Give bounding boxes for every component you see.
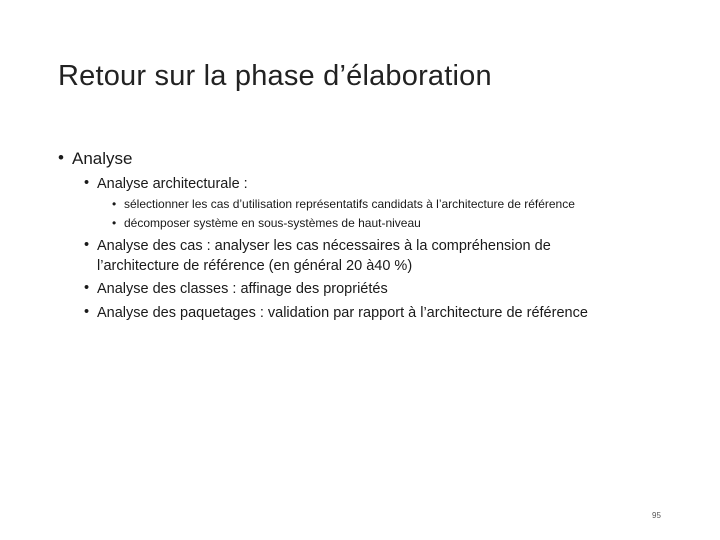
bullet-icon: • xyxy=(84,175,90,191)
bullet-icon: • xyxy=(58,148,64,167)
bullet-text: Analyse architecturale : xyxy=(97,176,248,192)
bullet-icon: • xyxy=(84,304,90,320)
bullet-text xyxy=(97,237,551,275)
bullet-text: Analyse des classes : affinage des propriétés xyxy=(97,281,388,297)
bullet-text: sélectionner les cas d’utilisation représentatifs candidats à l’architecture de référence xyxy=(124,197,575,211)
bullet-text: Analyse des paquetages : validation par rapport à l’architecture de référence xyxy=(97,305,588,321)
bullet-analyse-architecturale xyxy=(84,175,248,193)
bullet-icon: • xyxy=(84,280,90,296)
bullet-text-line-1: Analyse des cas : analyser les cas nécessaires à la compréhension de xyxy=(97,238,551,254)
bullet-analyse xyxy=(58,148,132,169)
slide-title: Retour sur la phase d’élaboration xyxy=(58,60,492,92)
bullet-text-line-2: l’architecture de référence (en général 20 à40 %) xyxy=(97,258,413,275)
bullet-decomposer xyxy=(112,216,421,231)
bullet-icon: • xyxy=(112,216,117,230)
bullet-icon: • xyxy=(112,197,117,211)
bullet-analyse-classes xyxy=(84,280,388,298)
bullet-analyse-paquetages xyxy=(84,304,588,322)
page-number: 95 xyxy=(652,511,661,520)
bullet-text: décomposer système en sous-systèmes de haut-niveau xyxy=(124,216,421,230)
bullet-icon: • xyxy=(84,237,90,253)
bullet-analyse-cas xyxy=(84,237,551,275)
bullet-selectionner xyxy=(112,197,575,212)
bullet-text: Analyse xyxy=(72,149,133,168)
